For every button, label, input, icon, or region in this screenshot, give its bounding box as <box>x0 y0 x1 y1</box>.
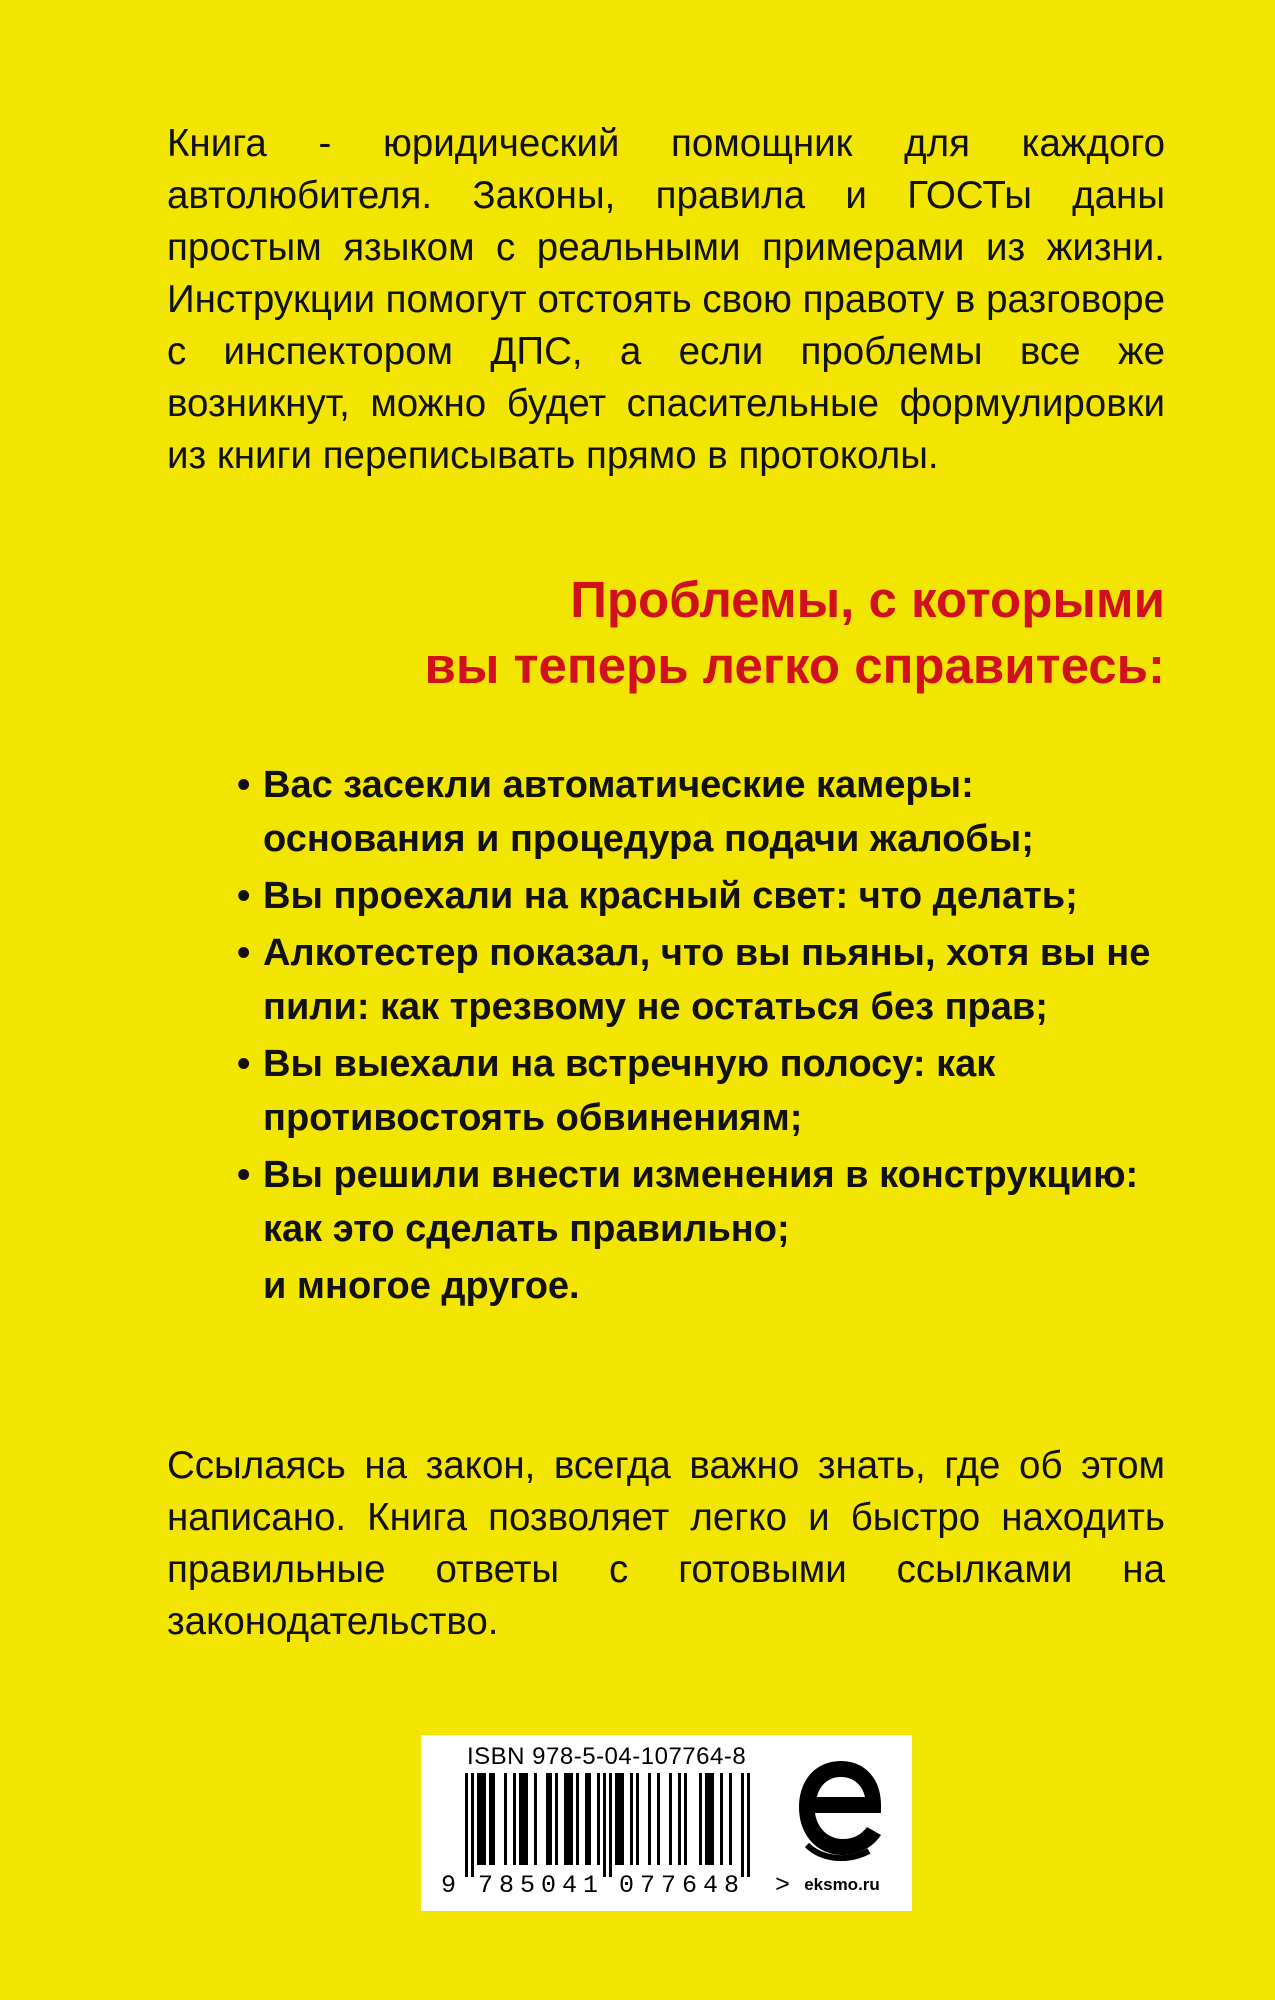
barcode-digit-group-2: 077648 <box>619 1871 746 1900</box>
problems-list <box>237 758 1154 1316</box>
bullet-icon: • <box>237 764 251 806</box>
bullet-icon: • <box>237 1043 251 1085</box>
barcode-bar <box>480 1773 483 1865</box>
barcode-bar <box>489 1773 492 1865</box>
barcode-bar <box>513 1773 516 1865</box>
list-item-text: Вы выехали на встречную полосу: как противостоять обвинениям; <box>263 1043 996 1139</box>
barcode-bar <box>471 1773 474 1877</box>
list-item-text: Вас засекли автоматические камеры: основания и процедура подачи жалобы; <box>263 764 1034 860</box>
barcode-panel <box>421 1735 912 1911</box>
barcode-bar <box>729 1773 732 1865</box>
barcode-bar <box>564 1773 567 1865</box>
barcode-bar <box>669 1773 672 1865</box>
bullet-icon: • <box>237 932 251 974</box>
barcode-bar <box>603 1773 606 1877</box>
barcode-bar <box>708 1773 711 1865</box>
barcode-bar <box>534 1773 537 1865</box>
barcode-bar <box>621 1773 624 1865</box>
barcode-bar <box>711 1773 714 1865</box>
barcode-bar <box>549 1773 552 1865</box>
bullet-icon: • <box>237 1154 251 1196</box>
barcode-digit-first: 9 <box>441 1871 457 1900</box>
barcode-digit-group-1: 785041 <box>478 1871 605 1900</box>
list-item <box>237 758 1154 866</box>
barcode-bar <box>618 1773 621 1865</box>
barcode-end-marker: > <box>775 1871 791 1900</box>
barcode-bar <box>465 1773 468 1877</box>
barcode-bar <box>609 1773 612 1877</box>
list-item-text: Вы решили внести изменения в конструкцию: как это сделать правильно; <box>263 1154 1139 1250</box>
barcode-bar <box>657 1773 660 1865</box>
list-item <box>237 1148 1154 1256</box>
barcode-bar <box>705 1773 708 1865</box>
isbn-label: ISBN 978-5-04-107764-8 <box>467 1743 747 1770</box>
barcode-bar <box>525 1773 528 1865</box>
barcode-bar <box>588 1773 591 1865</box>
outro-paragraph: Ссылаясь на закон, всегда важно знать, где об этом написано. Книга позволяет легко и быстро находить правильные ответы с готовыми ссылками на законодательство. <box>167 1444 1165 1643</box>
list-item-text: Вы проехали на красный свет: что делать; <box>263 875 1078 917</box>
barcode-bar <box>630 1773 633 1865</box>
barcode-bar <box>546 1773 549 1865</box>
barcode-bar <box>504 1773 507 1865</box>
barcode-bar <box>585 1773 588 1865</box>
barcode-bar <box>492 1773 495 1865</box>
barcode-bar <box>699 1773 702 1865</box>
eksmo-logo-icon <box>793 1755 889 1861</box>
section-heading <box>300 567 1165 699</box>
barcode-bar <box>570 1773 573 1865</box>
barcode-bar <box>576 1773 579 1865</box>
section-heading-line-2: вы теперь легко справитесь: <box>424 637 1165 694</box>
intro-paragraph: Книга - юридический помощник для каждого автолюбителя. Законы, правила и ГОСТы даны простым языком с реальными примерами из жизни. Инструкции помогут отстоять свою правоту в разговоре с инспектором ДПС, а если проблемы все же возникнут, можно будет спасительные формулировки из книги переписывать прямо в протоколы. <box>167 122 1165 477</box>
barcode-bar <box>720 1773 723 1865</box>
barcode-bar <box>519 1773 522 1865</box>
list-item <box>237 926 1154 1034</box>
barcode-bar <box>555 1773 558 1865</box>
list-item <box>237 1037 1154 1145</box>
bullet-icon: • <box>237 875 251 917</box>
publisher-site: eksmo.ru <box>804 1875 880 1894</box>
barcode-bar <box>522 1773 525 1865</box>
list-item <box>237 869 1154 923</box>
barcode-bar <box>741 1773 744 1877</box>
barcode-bar <box>636 1773 639 1865</box>
barcode-bar <box>678 1773 681 1865</box>
barcode-bar <box>615 1773 618 1865</box>
list-closing: и многое другое. <box>263 1265 580 1307</box>
barcode-bar <box>483 1773 486 1865</box>
barcode-bar <box>477 1773 480 1865</box>
barcode-bar <box>747 1773 750 1877</box>
section-heading-line-1: Проблемы, с которыми <box>570 571 1165 628</box>
barcode-bar <box>648 1773 651 1865</box>
barcode-bar <box>684 1773 687 1865</box>
list-item-text: Алкотестер показал, что вы пьяны, хотя вы не пили: как трезвому не остаться без прав; <box>263 932 1151 1028</box>
barcode-bar <box>567 1773 570 1865</box>
barcode-bar <box>597 1773 600 1865</box>
barcode <box>457 1773 757 1877</box>
